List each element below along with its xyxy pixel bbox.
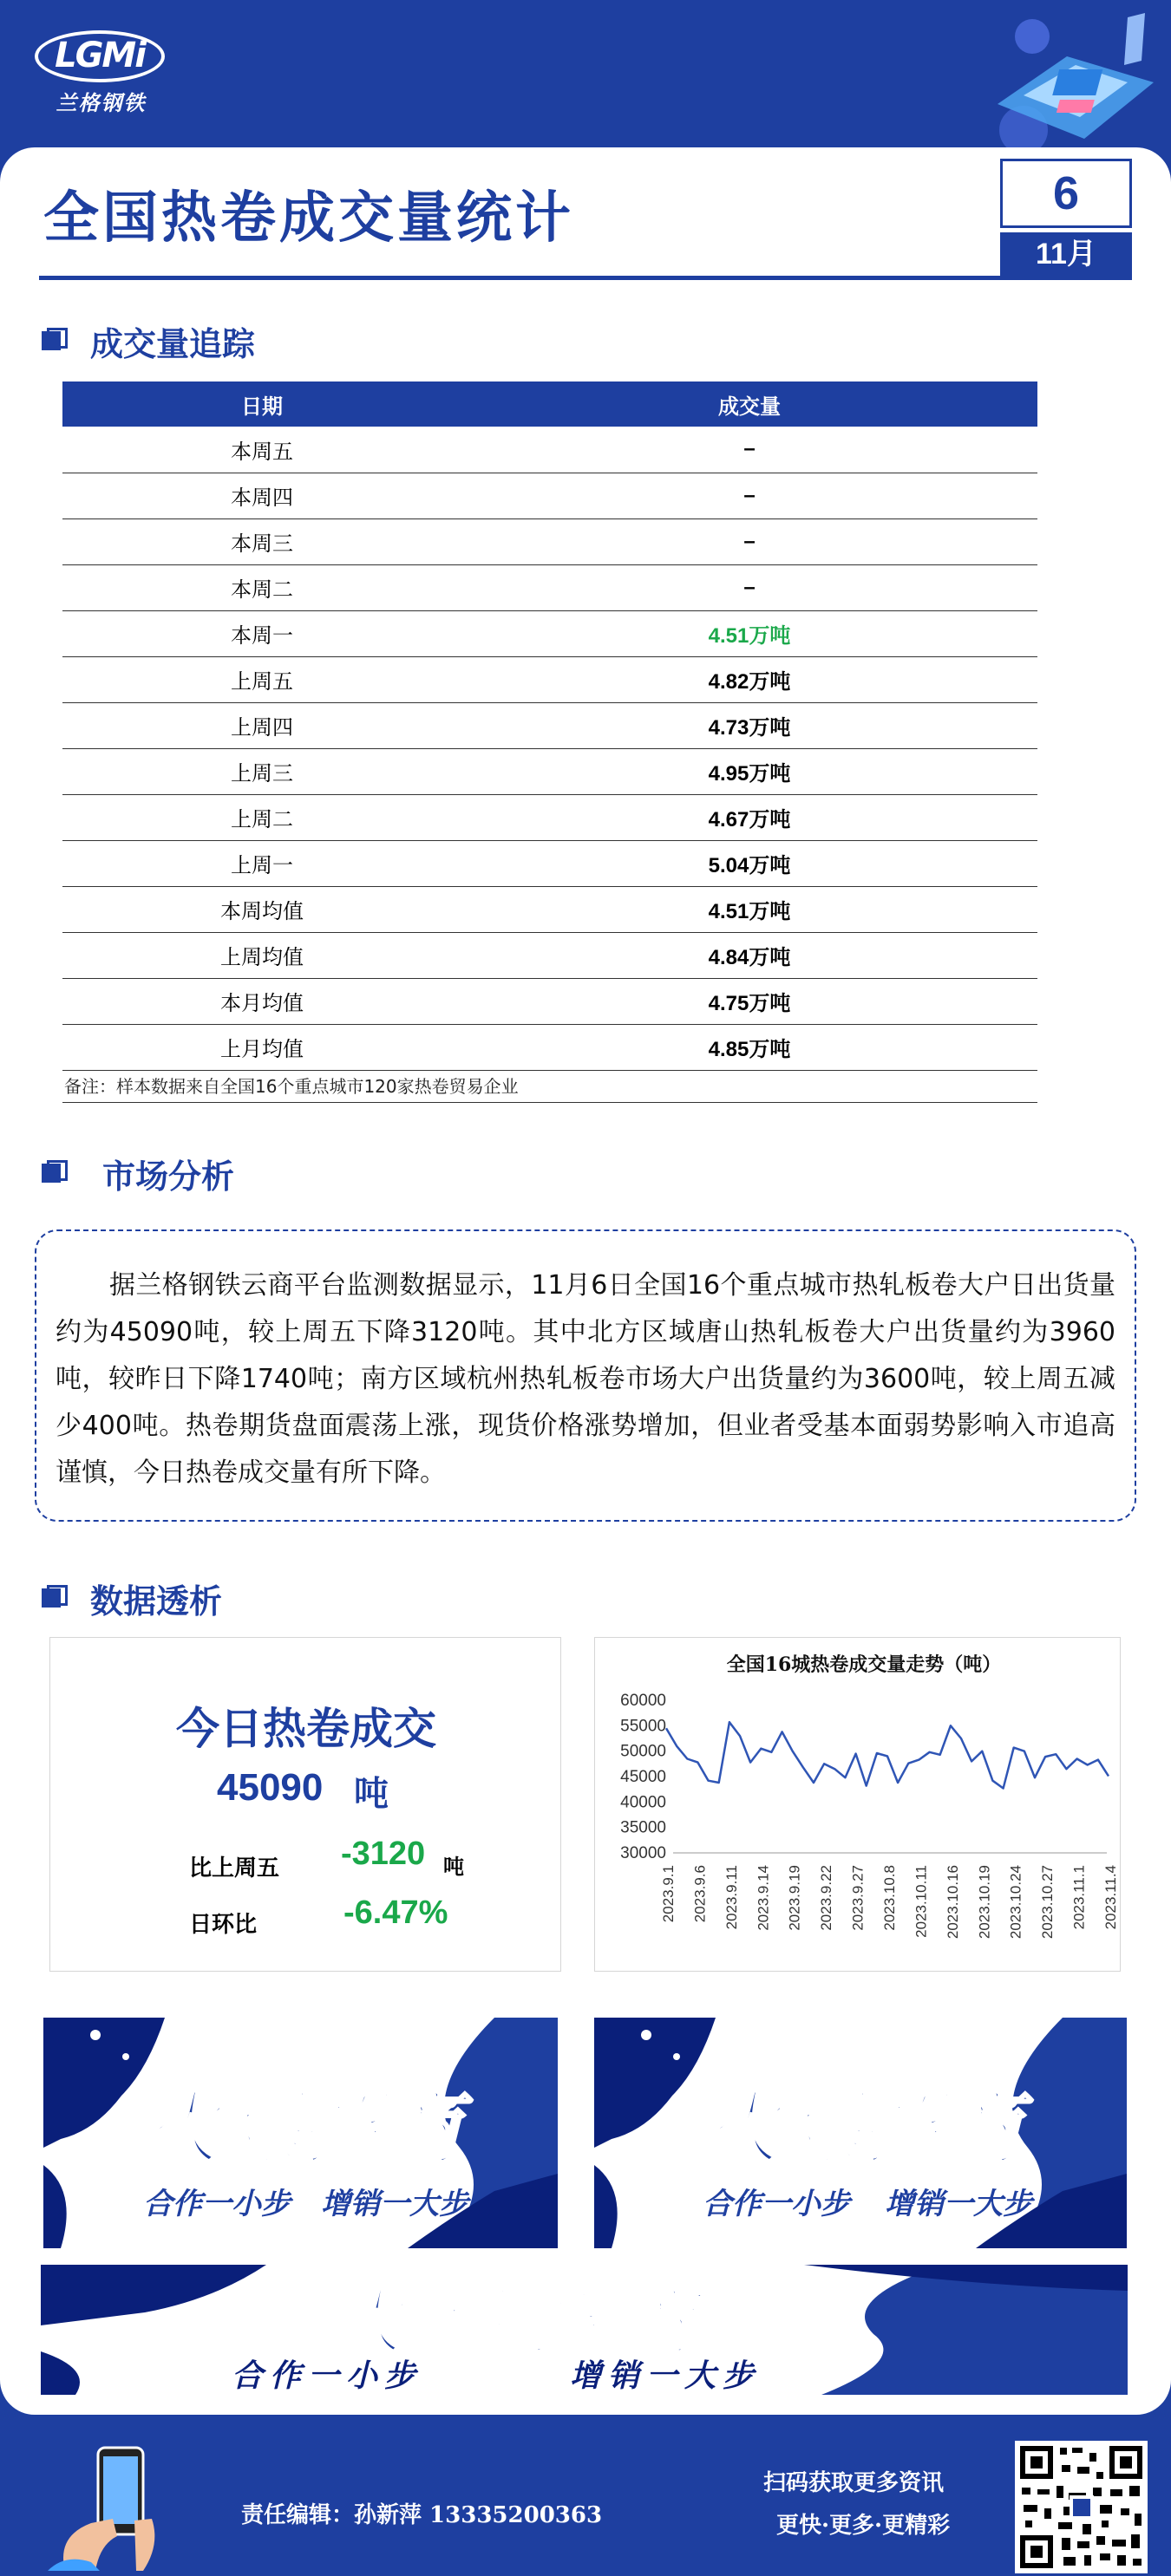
row-volume: 4.84万吨 (461, 932, 1037, 978)
x-tick-label: 2023.10.19 (976, 1865, 993, 1940)
banner-1-line2a: 合作一小步 (143, 2187, 291, 2221)
y-tick-label: 60000 (620, 1692, 666, 1710)
x-tick-label: 2023.9.1 (660, 1865, 677, 1923)
row-volume: – (461, 518, 1037, 564)
row-volume: – (461, 473, 1037, 518)
footer-editor: 责任编辑：孙新萍 13335200363 (241, 2502, 603, 2528)
row-volume: 5.04万吨 (461, 840, 1037, 886)
kpi-vs-label: 比上周五 (189, 1855, 280, 1881)
promo-banner-wide (41, 2265, 1128, 2395)
table-row (62, 564, 1037, 610)
page-title: 全国热卷成交量统计 (43, 186, 574, 251)
x-tick-label: 2023.9.27 (849, 1865, 867, 1931)
x-tick-label: 2023.9.14 (755, 1865, 772, 1931)
row-volume: – (461, 564, 1037, 610)
row-date: 本周四 (62, 473, 461, 518)
row-date: 本周三 (62, 518, 461, 564)
row-volume: 4.75万吨 (461, 978, 1037, 1024)
section-square-icon (42, 1585, 68, 1611)
section-insight-title: 数据透析 (90, 1581, 223, 1621)
date-month: 11月 (1000, 232, 1132, 276)
banner-wide-line2b: 增销一大步 (569, 2358, 762, 2394)
row-volume: 4.73万吨 (461, 702, 1037, 748)
kpi-value: 45090 (217, 1766, 324, 1809)
table-header-row (62, 382, 1037, 427)
row-date: 上周三 (62, 748, 461, 794)
promo-banner-1 (43, 2018, 558, 2248)
table-header-volume: 成交量 (461, 382, 1037, 427)
kpi-vs-value: -3120 (341, 1836, 426, 1872)
kpi-vs-unit: 吨 (443, 1855, 464, 1879)
banner-1-line1: 火爆招商 (140, 2083, 461, 2175)
table-row (62, 610, 1037, 656)
section-square-icon (42, 1160, 68, 1186)
section-analysis-title: 市场分析 (102, 1157, 235, 1196)
logo-text: LGMi (55, 36, 145, 75)
table-row (62, 1024, 1037, 1070)
row-date: 上周四 (62, 702, 461, 748)
table-row (62, 886, 1037, 932)
table-row (62, 427, 1037, 473)
chart-series (666, 1722, 1109, 1788)
kpi-panel (49, 1637, 561, 1972)
table-row (62, 840, 1037, 886)
banner-2-line2b: 增销一大步 (885, 2187, 1032, 2221)
row-volume: 4.67万吨 (461, 794, 1037, 840)
brand-logo (35, 30, 165, 113)
title-underline (39, 276, 1132, 280)
header-band (0, 0, 1171, 156)
y-tick-label: 55000 (620, 1717, 666, 1736)
phone-hand-icon (48, 2441, 186, 2571)
x-tick-label: 2023.9.22 (818, 1865, 835, 1931)
analysis-text: 据兰格钢铁云商平台监测数据显示，11月6日全国16个重点城市热轧板卷大户日出货量约为45090吨，较上周五下降3120吨。其中北方区域唐山热轧板卷大户出货量约为3960吨，较昨日下降1740吨；南方区域杭州热轧板卷市场大户出货量约为3600吨，较上周五减少400吨。热卷期货盘面震荡上涨，现货价格涨势增加，但业者受基本面弱势影响入市追高谨慎，今日热卷成交量有所下降。 (56, 1270, 1115, 1488)
analysis-box (35, 1229, 1136, 1522)
chart-panel (594, 1637, 1121, 1972)
chart-title: 全国16城热卷成交量走势（吨） (726, 1653, 1002, 1676)
banner-wide-line2a: 合作一小步 (231, 2358, 423, 2394)
row-volume: 4.95万吨 (461, 748, 1037, 794)
section-tracking-header (42, 319, 255, 362)
row-volume: 4.51万吨 (461, 886, 1037, 932)
row-date: 本周均值 (62, 886, 461, 932)
x-tick-label: 2023.9.6 (691, 1865, 709, 1923)
table-row (62, 702, 1037, 748)
x-tick-label: 2023.10.11 (913, 1865, 930, 1938)
x-tick-label: 2023.10.16 (944, 1865, 961, 1940)
y-tick-label: 30000 (620, 1844, 666, 1862)
banner-1-line2b: 增销一大步 (321, 2187, 468, 2221)
banner-2-line1: 火爆招商 (700, 2083, 1021, 2175)
x-tick-label: 2023.9.19 (786, 1865, 803, 1931)
x-tick-label: 2023.11.1 (1070, 1865, 1088, 1930)
table-note: 备注：样本数据来自全国16个重点城市120家热卷贸易企业 (62, 1073, 1037, 1103)
date-day: 6 (1000, 159, 1132, 228)
logo-sub: 兰格钢铁 (56, 90, 147, 115)
row-date: 上月均值 (62, 1024, 461, 1070)
kpi-dod-value: -6.47% (343, 1895, 448, 1931)
series-line (666, 1722, 1109, 1788)
x-tick-label: 2023.10.24 (1007, 1865, 1024, 1940)
qr-code-icon (1015, 2441, 1148, 2573)
row-date: 上周五 (62, 656, 461, 702)
row-date: 上周一 (62, 840, 461, 886)
x-tick-label: 2023.11.4 (1102, 1865, 1119, 1930)
table-row (62, 932, 1037, 978)
table-row (62, 473, 1037, 518)
table-row (62, 656, 1037, 702)
table-row (62, 518, 1037, 564)
section-analysis-header (42, 1151, 234, 1195)
y-tick-label: 40000 (620, 1793, 666, 1812)
volume-table (62, 382, 1037, 1071)
kpi-dod-label: 日环比 (189, 1912, 258, 1938)
chart-x-axis (660, 1865, 1119, 1939)
row-date: 上周均值 (62, 932, 461, 978)
table-row (62, 748, 1037, 794)
table-row (62, 978, 1037, 1024)
row-volume: – (461, 427, 1037, 473)
banner-2-line2a: 合作一小步 (703, 2187, 850, 2221)
x-tick-label: 2023.9.11 (723, 1865, 740, 1930)
row-date: 上周二 (62, 794, 461, 840)
kpi-title: 今日热卷成交 (176, 1704, 436, 1754)
y-tick-label: 45000 (620, 1768, 666, 1786)
section-insight-header (42, 1576, 222, 1620)
table-header-date: 日期 (62, 382, 461, 427)
footer-slogan: 更快·更多·更精彩 (776, 2513, 951, 2539)
row-date: 本周二 (62, 564, 461, 610)
volume-trend-chart (595, 1638, 1122, 1973)
row-volume: 4.85万吨 (461, 1024, 1037, 1070)
row-date: 本周五 (62, 427, 461, 473)
section-square-icon (42, 328, 68, 354)
promo-banner-2 (594, 2018, 1127, 2248)
table-row (62, 794, 1037, 840)
y-tick-label: 50000 (620, 1742, 666, 1761)
row-volume: 4.82万吨 (461, 656, 1037, 702)
section-tracking-title: 成交量追踪 (90, 324, 256, 363)
x-tick-label: 2023.10.8 (881, 1865, 898, 1931)
row-date: 本月均值 (62, 978, 461, 1024)
footer-scan-text: 扫码获取更多资讯 (763, 2470, 945, 2496)
row-date: 本周一 (62, 610, 461, 656)
x-tick-label: 2023.10.27 (1039, 1865, 1057, 1940)
kpi-unit: 吨 (354, 1774, 389, 1814)
tech-illustration (971, 9, 1162, 156)
banner-wide-line1: 火爆招商 (332, 2282, 721, 2364)
row-volume-highlight: 4.51万吨 (461, 610, 1037, 656)
y-tick-label: 35000 (620, 1818, 666, 1837)
